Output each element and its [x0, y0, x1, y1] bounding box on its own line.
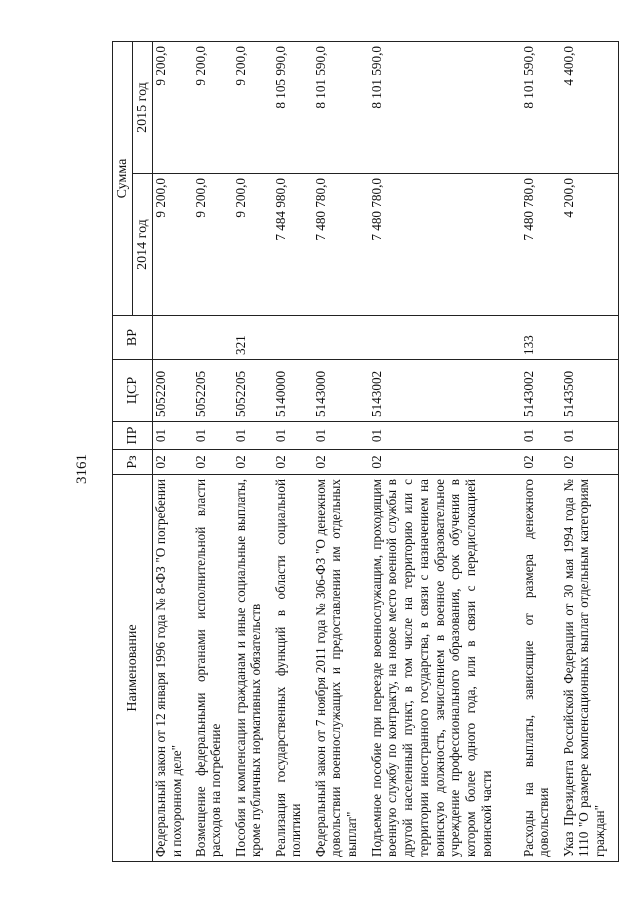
- table-row: [313, 42, 369, 862]
- row-vr: [369, 316, 521, 360]
- row-sum-2014: 9 200,0: [153, 174, 193, 316]
- header-year-2014: 2014 год: [133, 174, 153, 316]
- header-sum: Сумма: [113, 42, 133, 316]
- row-pr: 01: [561, 422, 619, 450]
- row-vr: 321: [233, 316, 273, 360]
- row-sum-2015: 8 101 590,0: [521, 42, 561, 174]
- row-name: Расходы на выплаты, зависящие от размера денежного довольствия: [521, 475, 561, 862]
- row-pr: 01: [313, 422, 369, 450]
- header-csr: ЦСР: [113, 360, 153, 422]
- header-year-2015: 2015 год: [133, 42, 153, 174]
- row-vr: [153, 316, 193, 360]
- budget-table: [112, 41, 619, 862]
- header-pr: ПР: [113, 422, 153, 450]
- row-rz: 02: [233, 450, 273, 475]
- row-pr: 01: [521, 422, 561, 450]
- row-sum-2014: 7 480 780,0: [521, 174, 561, 316]
- row-sum-2014: 7 480 780,0: [313, 174, 369, 316]
- rotated-page-content: [68, 42, 608, 862]
- table-row: [153, 42, 193, 862]
- row-csr: 5143500: [561, 360, 619, 422]
- row-vr: [313, 316, 369, 360]
- row-name: Федеральный закон от 12 января 1996 года № 8-ФЗ "О погребении и похоронном деле": [153, 475, 193, 862]
- row-vr: [193, 316, 233, 360]
- table-row: [561, 42, 619, 862]
- row-sum-2014: 7 484 980,0: [273, 174, 313, 316]
- row-pr: 01: [193, 422, 233, 450]
- table-row: [193, 42, 233, 862]
- row-rz: 02: [193, 450, 233, 475]
- row-csr: 5052205: [233, 360, 273, 422]
- row-vr: [561, 316, 619, 360]
- row-rz: 02: [521, 450, 561, 475]
- row-rz: 02: [313, 450, 369, 475]
- row-name: Пособия и компенсации гражданам и иные социальные выплаты, кроме публичных нормативных обязательств: [233, 475, 273, 862]
- table-row: [521, 42, 561, 862]
- row-csr: 5052205: [193, 360, 233, 422]
- table-row: [273, 42, 313, 862]
- row-rz: 02: [273, 450, 313, 475]
- row-pr: 01: [153, 422, 193, 450]
- row-name: Подъемное пособие при переезде военнослужащим, проходящим военную службу по контракту, на новое место военной службы в другой населенный пункт, в том числе на территорию или с территории иностранного государства, в связи с назначением на воинскую должность, зачислением в военное образовательное учреждение профессионального образования, срок обучения в котором более одного года, или в связи с передислокацией воинской части: [369, 475, 521, 862]
- row-name: Реализация государственных функций в области социальной политики: [273, 475, 313, 862]
- row-sum-2014: 7 480 780,0: [369, 174, 521, 316]
- row-name: Указ Президента Российской Федерации от 30 мая 1994 года № 1110 "О размере компенсационных выплат отдельным категориям граждан": [561, 475, 619, 862]
- row-pr: 01: [233, 422, 273, 450]
- row-sum-2014: 4 200,0: [561, 174, 619, 316]
- row-csr: 5143002: [521, 360, 561, 422]
- row-sum-2015: 9 200,0: [153, 42, 193, 174]
- row-sum-2014: 9 200,0: [233, 174, 273, 316]
- row-sum-2015: 4 400,0: [561, 42, 619, 174]
- header-vr: ВР: [113, 316, 153, 360]
- row-csr: 5143002: [369, 360, 521, 422]
- row-name: Федеральный закон от 7 ноября 2011 года № 306-ФЗ "О денежном довольствии военнослужащих и предоставлении им отдельных выплат": [313, 475, 369, 862]
- row-sum-2015: 8 105 990,0: [273, 42, 313, 174]
- row-sum-2014: 9 200,0: [193, 174, 233, 316]
- row-csr: 5140000: [273, 360, 313, 422]
- row-vr: [273, 316, 313, 360]
- row-rz: 02: [369, 450, 521, 475]
- row-pr: 01: [369, 422, 521, 450]
- header-name: Наименование: [113, 475, 153, 862]
- table-row: [369, 42, 521, 862]
- row-sum-2015: 8 101 590,0: [313, 42, 369, 174]
- row-csr: 5143000: [313, 360, 369, 422]
- row-pr: 01: [273, 422, 313, 450]
- row-csr: 5052200: [153, 360, 193, 422]
- row-rz: 02: [561, 450, 619, 475]
- row-sum-2015: 9 200,0: [233, 42, 273, 174]
- row-rz: 02: [153, 450, 193, 475]
- row-name: Возмещение федеральными органами исполнительной власти расходов на погребение: [193, 475, 233, 862]
- page-number: 3161: [74, 454, 90, 484]
- row-vr: 133: [521, 316, 561, 360]
- table-row: [233, 42, 273, 862]
- header-rz: Рз: [113, 450, 153, 475]
- row-sum-2015: 9 200,0: [193, 42, 233, 174]
- row-sum-2015: 8 101 590,0: [369, 42, 521, 174]
